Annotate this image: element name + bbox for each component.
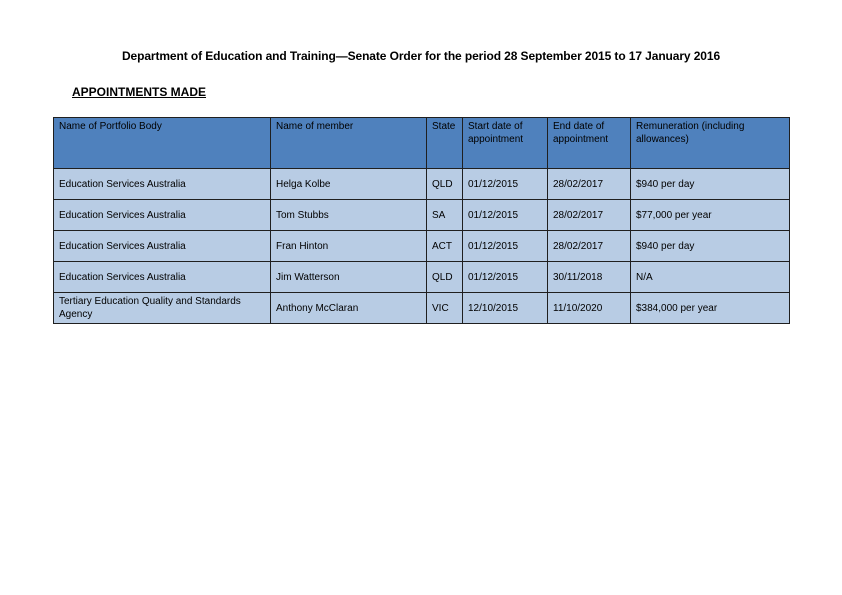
table-header-row (54, 118, 790, 169)
cell-state: ACT (427, 231, 463, 262)
cell-start-date: 12/10/2015 (463, 293, 548, 324)
cell-remuneration: N/A (631, 262, 790, 293)
cell-member-name: Jim Watterson (271, 262, 427, 293)
cell-end-date: 28/02/2017 (548, 169, 631, 200)
table-row (54, 200, 790, 231)
cell-state: VIC (427, 293, 463, 324)
appointments-table (53, 117, 790, 324)
document-title: Department of Education and Training—Senate Order for the period 28 September 2015 to 17 January 2016 (121, 49, 721, 63)
cell-end-date: 28/02/2017 (548, 231, 631, 262)
table-row (54, 231, 790, 262)
cell-member-name: Fran Hinton (271, 231, 427, 262)
cell-member-name: Helga Kolbe (271, 169, 427, 200)
cell-remuneration: $940 per day (631, 169, 790, 200)
cell-start-date: 01/12/2015 (463, 231, 548, 262)
cell-remuneration: $384,000 per year (631, 293, 790, 324)
header-member-name: Name of member (271, 118, 427, 169)
cell-end-date: 11/10/2020 (548, 293, 631, 324)
header-portfolio-body: Name of Portfolio Body (54, 118, 271, 169)
cell-start-date: 01/12/2015 (463, 262, 548, 293)
cell-end-date: 30/11/2018 (548, 262, 631, 293)
cell-state: QLD (427, 262, 463, 293)
cell-member-name: Anthony McClaran (271, 293, 427, 324)
cell-member-name: Tom Stubbs (271, 200, 427, 231)
cell-remuneration: $77,000 per year (631, 200, 790, 231)
table-row (54, 262, 790, 293)
cell-portfolio-body: Education Services Australia (54, 262, 271, 293)
cell-portfolio-body: Education Services Australia (54, 231, 271, 262)
table-row (54, 169, 790, 200)
cell-start-date: 01/12/2015 (463, 169, 548, 200)
section-heading: APPOINTMENTS MADE (72, 85, 207, 99)
header-remuneration: Remuneration (including allowances) (631, 118, 790, 169)
cell-state: SA (427, 200, 463, 231)
cell-remuneration: $940 per day (631, 231, 790, 262)
cell-start-date: 01/12/2015 (463, 200, 548, 231)
header-state: State (427, 118, 463, 169)
cell-portfolio-body: Education Services Australia (54, 169, 271, 200)
cell-state: QLD (427, 169, 463, 200)
cell-end-date: 28/02/2017 (548, 200, 631, 231)
cell-portfolio-body: Tertiary Education Quality and Standards Agency (54, 293, 271, 324)
cell-portfolio-body: Education Services Australia (54, 200, 271, 231)
header-start-date: Start date of appointment (463, 118, 548, 169)
header-end-date: End date of appointment (548, 118, 631, 169)
table-row (54, 293, 790, 324)
